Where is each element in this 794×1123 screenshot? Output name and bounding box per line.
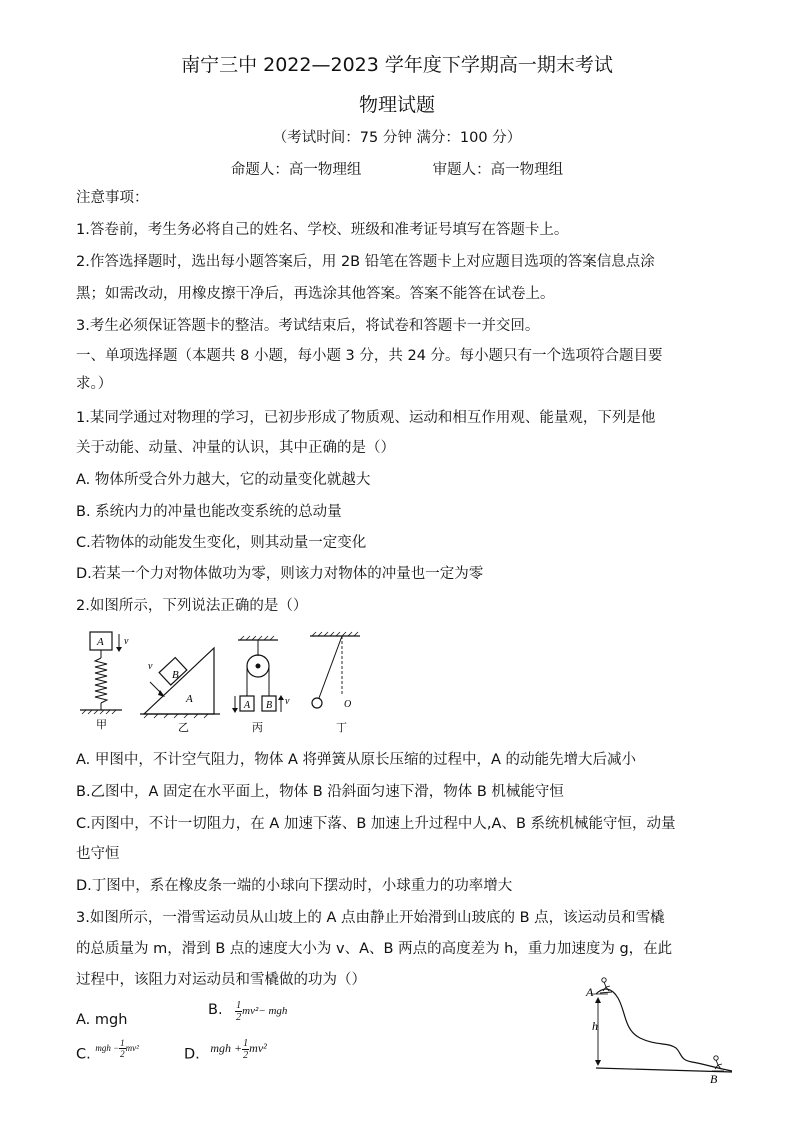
q3-option-b-label: B.	[208, 1002, 223, 1019]
formula-minus-mgh: − mgh	[258, 1005, 288, 1018]
frac-den: 2	[120, 1049, 125, 1059]
q3-stem: 3.如图所示，一滑雪运动员从山坡上的 A 点由静止开始滑到山玻底的 B 点，该运动员和雪橇	[76, 910, 665, 926]
formula-mgh-minus: mgh −	[95, 1042, 120, 1053]
frac-den: 2	[236, 1012, 242, 1023]
q3-fig-point-b: B	[710, 1072, 718, 1086]
reviewer: 审题人：高一物理组	[432, 162, 564, 178]
note-2b: 黑；如需改动，用橡皮擦干净后，再选涂其他答案。答案不能答在试卷上。	[76, 286, 555, 302]
q1-option-d: D.若某一个力对物体做功为零，则该力对物体的冲量也一定为零	[76, 566, 484, 582]
fig-yi-caption: 乙	[178, 722, 189, 734]
fig-ding-point-o: O	[344, 699, 352, 710]
exam-authors	[0, 158, 794, 179]
q1-option-c: C.若物体的动能发生变化，则其动量一定变化	[76, 535, 367, 551]
fig-jia-block-label: A	[97, 636, 104, 648]
section1-heading-cont: 求。）	[76, 376, 113, 392]
fig-yi-velocity-label: v	[148, 661, 153, 672]
q3-option-b	[208, 1000, 287, 1023]
author: 命题人：高一物理组	[230, 162, 362, 178]
fig-ding	[310, 632, 360, 734]
q3-fig-point-a: A	[586, 985, 594, 999]
q3-stem-cont2: 过程中，该阻力对运动员和雪橇做的功为（）	[76, 972, 366, 988]
fig-yi-block-label: B	[172, 669, 179, 681]
section1-heading: 一、单项选择题（本题共 8 小题，每小题 3 分，共 24 分。每小题只有一个选项符合题目要	[76, 348, 663, 364]
exam-title: 南宁三中 2022—2023 学年度下学期高一期末考试	[181, 54, 613, 76]
q1-stem-cont: 关于动能、动量、冲量的认识，其中正确的是（）	[76, 440, 395, 456]
fig-bing-block-a: A	[244, 700, 251, 711]
q2-option-b: B.乙图中，A 固定在水平面上，物体 B 沿斜面匀速下滑，物体 B 机械能守恒	[76, 784, 564, 800]
q3-figure	[582, 972, 738, 1088]
q2-stem: 2.如图所示，下列说法正确的是（）	[76, 598, 308, 614]
frac-den: 2	[243, 1050, 249, 1061]
q3-option-c-label: C.	[76, 1046, 91, 1063]
q3-option-d-label: D.	[184, 1046, 200, 1063]
q2-option-c-cont: 也守恒	[76, 846, 120, 862]
q3-option-d-formula	[210, 1038, 267, 1061]
q3-option-c	[76, 1038, 139, 1067]
q3-stem-cont: 的总质量为 m，滑到 B 点的速度大小为 v、A、B 两点的高度差为 h，重力加速度为 g，在此	[76, 941, 673, 957]
fig-bing-block-b: B	[266, 700, 273, 711]
frac-num: 1	[243, 1038, 249, 1049]
frac-num: 1	[120, 1038, 125, 1048]
fig-yi	[140, 648, 220, 734]
frac-num: 1	[236, 1000, 242, 1011]
q2-option-d: D.丁图中，系在橡皮条一端的小球向下摆动时，小球重力的功率增大	[76, 878, 513, 894]
fig-bing	[232, 636, 290, 734]
exam-info: （考试时间：75 分钟 满分：100 分）	[272, 130, 522, 146]
q3-option-a: A. mgh	[76, 1012, 128, 1028]
formula-mv2: mv²	[125, 1042, 139, 1053]
note-2a: 2.作答选择题时，选出每小题答案后，用 2B 铅笔在答题卡上对应题目选项的答案信息点涂	[76, 254, 655, 270]
fig-bing-caption: 丙	[252, 722, 263, 734]
formula-mgh-plus: mgh +	[210, 1041, 243, 1056]
notes-heading: 注意事项：	[76, 190, 149, 206]
formula-mv2: mv²	[249, 1041, 267, 1056]
exam-subtitle: 物理试题	[358, 94, 435, 116]
fig-jia	[80, 632, 129, 731]
q1-option-b: B. 系统内力的冲量也能改变系统的总动量	[76, 504, 342, 520]
note-3: 3.考生必须保证答题卡的整洁。考试结束后，将试卷和答题卡一并交回。	[76, 318, 540, 334]
note-1: 1.答卷前，考生务必将自己的姓名、学校、班级和准考证号填写在答题卡上。	[76, 222, 569, 238]
q3-option-c-formula	[95, 1038, 139, 1059]
fig-yi-incline-label: A	[186, 693, 193, 705]
q2-figure	[74, 628, 364, 740]
q2-option-a: A. 甲图中，不计空气阻力，物体 A 将弹簧从原长压缩的过程中，A 的动能先增大后减小	[76, 752, 637, 768]
fig-bing-velocity-label: v	[285, 696, 290, 707]
q3-option-b-formula	[235, 1000, 288, 1023]
q3-fig-height-label: h	[592, 1019, 598, 1033]
q1-stem: 1.某同学通过对物理的学习，已初步形成了物质观、运动和相互作用观、能量观，下列是他	[76, 410, 656, 426]
formula-mv2: mv²	[242, 1005, 259, 1018]
q2-option-c: C.丙图中，不计一切阻力，在 A 加速下落、B 加速上升过程中人,A、B 系统机械能守恒，动量	[76, 816, 676, 832]
fig-jia-velocity-label: v	[124, 636, 129, 647]
fig-jia-caption: 甲	[96, 719, 107, 731]
fig-ding-caption: 丁	[336, 722, 347, 734]
q1-option-a: A. 物体所受合外力越大，它的动量变化就越大	[76, 472, 371, 488]
q3-option-d	[184, 1038, 267, 1067]
